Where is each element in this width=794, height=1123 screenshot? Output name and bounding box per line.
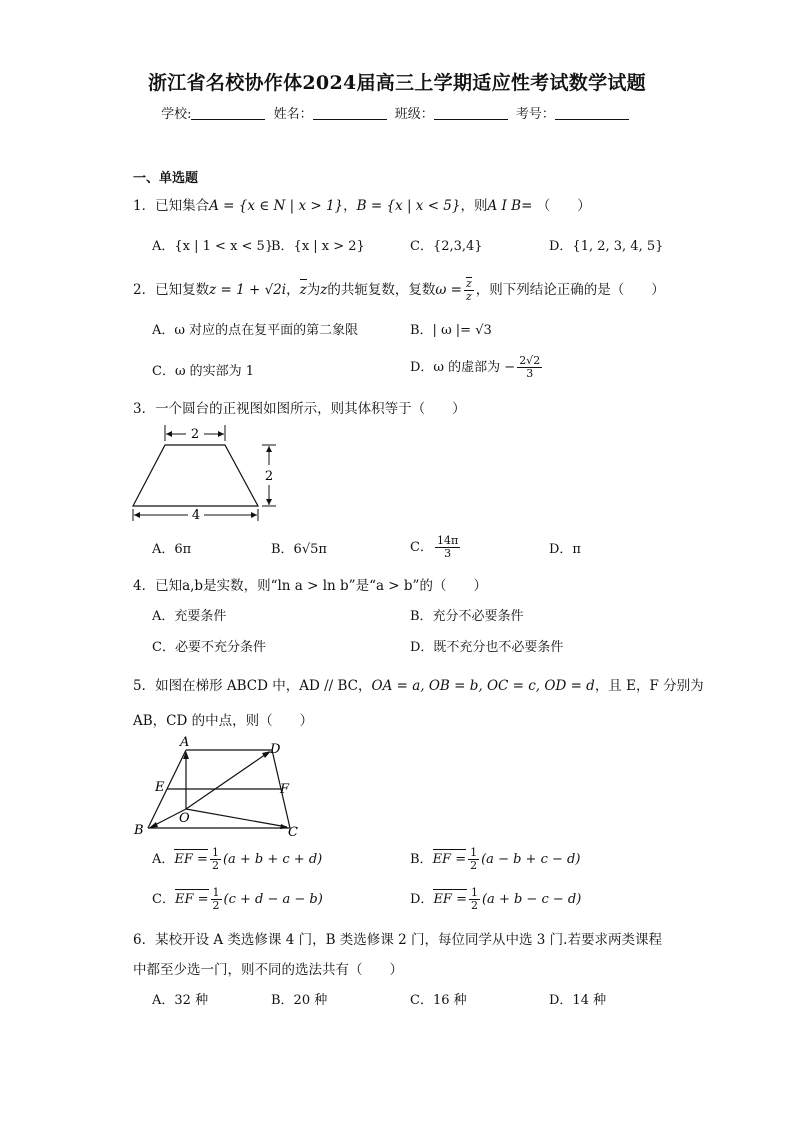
top-dim-arrow-right (218, 431, 224, 437)
label-e: E (155, 780, 165, 795)
q5-option-a-half-num: 1 (211, 846, 219, 859)
trapezoid-shape (133, 445, 258, 506)
bottom-dim-arrow-right (251, 512, 257, 518)
q1-text: 1．已知集合 (133, 198, 210, 214)
exam-number-blank (555, 107, 629, 120)
q2-omega: ω = (435, 282, 462, 298)
name-label: 姓名： (273, 107, 313, 122)
question-4-stem: 4．已知a,b是实数，则“ln a > ln b”是“a > b”的（ ） (133, 578, 487, 594)
q2-comma: ， (286, 282, 300, 298)
q2-frac-num: z (465, 277, 472, 290)
q2-text-3: 的共轭复数，复数 (327, 282, 436, 298)
q1-option-a: A．{x | 1 < x < 5} (152, 239, 274, 254)
label-c: C (288, 825, 298, 840)
top-dim-label: 2 (190, 427, 200, 442)
q1-comma: ， (343, 198, 357, 214)
q5-option-b-rhs: (a − b + c − d) (481, 852, 581, 867)
q3-option-c (410, 535, 462, 560)
label-a: A (180, 735, 190, 750)
q6-option-b: B．20 种 (271, 993, 328, 1008)
q3-option-c-text: C． (410, 540, 433, 555)
label-f: F (280, 782, 290, 797)
q2-option-d-den: 3 (526, 367, 534, 380)
q5-text-2: ，且 E，F 分别为 (594, 678, 704, 694)
q5-text: 5．如图在梯形 ABCD 中，AD // BC， (133, 678, 372, 694)
q5-option-c-rhs: (c + d − a − b) (223, 892, 323, 907)
q3-option-b: B．6√5π (271, 542, 327, 557)
q5-option-b-half-den: 2 (470, 859, 478, 872)
q1-option-d: D．{1, 2, 3, 4, 5} (549, 239, 664, 254)
q6-option-a: A．32 种 (152, 993, 209, 1008)
q2-frac-den: z (465, 290, 472, 303)
q4-option-a: A．充要条件 (152, 609, 227, 624)
q4-option-d: D．既不充分也不必要条件 (410, 640, 564, 655)
q2-z: z (320, 282, 328, 298)
class-blank (434, 107, 508, 120)
trapezoid-vector-figure (130, 733, 305, 841)
bottom-dim-arrow-left (134, 512, 140, 518)
q5-option-d-rhs: (a + b − c − d) (481, 892, 582, 907)
side-dim-arrow-top (266, 446, 272, 452)
q1-tail: = （ ） (521, 198, 591, 214)
student-info-line (0, 103, 794, 122)
q5-option-b-half (468, 847, 479, 872)
bottom-dim-label: 4 (191, 508, 201, 523)
q6-option-d: D．14 种 (549, 993, 607, 1008)
question-6-line-2: 中都至少选一门，则不同的选法共有（ ） (133, 962, 403, 978)
q5-option-a-half (210, 847, 221, 872)
q1-set-b: B = {x | x < 5} (356, 198, 461, 214)
q5-option-d-half-den: 2 (470, 899, 478, 912)
q5-option-c-lhs: EF = (175, 890, 209, 910)
side-dim-arrow-bottom (266, 499, 272, 505)
vector-oc (186, 809, 287, 827)
q2-text-2: 为 (306, 282, 321, 298)
q5-option-b-lhs: EF = (433, 850, 467, 870)
q5-option-c-half (211, 887, 222, 912)
q3-option-a: A．6π (152, 542, 192, 557)
class-label: 班级： (394, 107, 434, 122)
question-2-stem (133, 278, 665, 303)
q2-option-d-text: D．ω 的虚部为 − (410, 360, 516, 375)
q5-option-d-lhs: EF = (433, 890, 467, 910)
q5-vectors: OA = a, OB = b, OC = c, OD = d (371, 678, 595, 694)
q2-option-c: C．ω 的实部为 1 (152, 364, 255, 379)
q6-option-c: C．16 种 (410, 993, 467, 1008)
page-title: 浙江省名校协作体2024届高三上学期适应性考试数学试题 (148, 72, 646, 94)
school-label: 学校: (161, 107, 192, 122)
side-dim-label: 2 (264, 469, 274, 484)
label-d: D (270, 742, 281, 757)
q5-option-a-half-den: 2 (211, 859, 219, 872)
vector-od (186, 752, 269, 809)
q5-option-b-half-num: 1 (470, 846, 478, 859)
q2-option-a: A．ω 对应的点在复平面的第二象限 (152, 323, 359, 338)
name-blank (313, 107, 387, 120)
q3-option-c-num: 14π (436, 534, 459, 547)
label-o: O (179, 811, 190, 826)
question-5-stem (133, 676, 704, 696)
q5-option-a-prefix: A． (152, 852, 175, 867)
q2-z-expr: z = 1 + √2i (209, 282, 287, 298)
q2-zbar: z (299, 282, 307, 298)
q3-option-c-fraction (435, 535, 460, 560)
section-heading: 一、单选题 (133, 171, 199, 186)
q2-option-d-num: 2√2 (519, 354, 541, 367)
q2-option-d-fraction (517, 355, 542, 380)
q5-option-c (152, 887, 323, 912)
q1-set-a: A = {x ∈ N | x > 1} (209, 198, 344, 214)
q2-tail: ，则下列结论正确的是（ ） (475, 282, 665, 298)
q1-expression: A I B (487, 198, 522, 214)
q5-option-c-prefix: C． (152, 892, 175, 907)
q2-fraction (464, 278, 474, 303)
school-blank (191, 107, 265, 120)
question-3-stem: 3．一个圆台的正视图如图所示，则其体积等于（ ） (133, 401, 466, 417)
q5-option-d-half (469, 887, 480, 912)
q3-option-c-den: 3 (444, 547, 452, 560)
top-dim-arrow-left (166, 431, 172, 437)
q2-option-b: B．| ω |= √3 (410, 323, 492, 338)
question-1-stem (133, 196, 591, 216)
q2-text: 2．已知复数 (133, 282, 210, 298)
frustum-front-view-figure (128, 423, 288, 523)
q4-option-c: C．必要不充分条件 (152, 640, 266, 655)
exam-number-label: 考号： (515, 107, 555, 122)
q2-option-d (410, 355, 544, 380)
q5-option-a-rhs: (a + b + c + d) (222, 852, 323, 867)
q1-text-2: ，则 (460, 198, 488, 214)
q5-option-d-prefix: D． (410, 892, 434, 907)
q5-option-c-half-num: 1 (212, 886, 220, 899)
q4-option-b: B．充分不必要条件 (410, 609, 524, 624)
question-5-line-2: AB，CD 的中点，则（ ） (133, 713, 314, 729)
q5-option-a-lhs: EF = (174, 850, 208, 870)
q5-option-d (410, 887, 581, 912)
q5-option-d-half-num: 1 (470, 886, 478, 899)
label-b: B (134, 823, 144, 838)
q5-option-c-half-den: 2 (212, 899, 220, 912)
q3-option-d: D．π (549, 542, 581, 557)
q1-option-c: C．{2,3,4} (410, 239, 483, 254)
q1-option-b: B．{x | x > 2} (271, 239, 365, 254)
question-6-stem: 6．某校开设 A 类选修课 4 门，B 类选修课 2 门，每位同学从中选 3 门.若要求两类课程 (133, 932, 662, 948)
q5-option-b-prefix: B． (410, 852, 433, 867)
q5-option-b (410, 847, 580, 872)
q5-option-a (152, 847, 322, 872)
